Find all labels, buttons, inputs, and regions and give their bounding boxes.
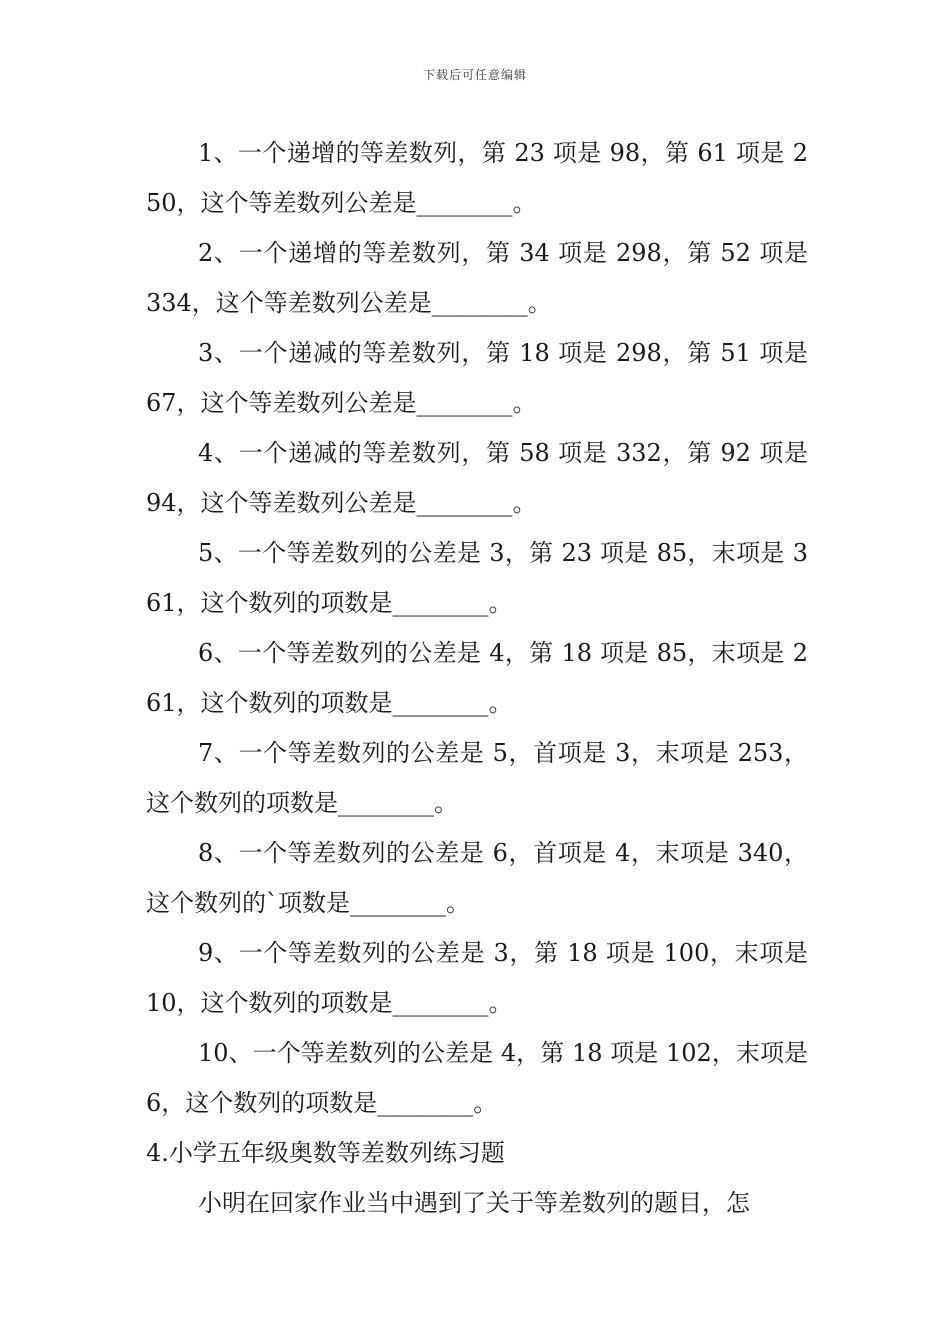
- problem-4: 4、一个递减的等差数列，第 58 项是 332，第 92 项是 94，这个等差数列公差是________。: [146, 439, 808, 517]
- problem-5: 5、一个等差数列的公差是 3，第 23 项是 85，末项是 361，这个数列的项数是________。: [146, 539, 808, 617]
- problem-10: 10、一个等差数列的公差是 4，第 18 项是 102，末项是 6，这个数列的项数是________。: [146, 1039, 808, 1117]
- problem-1: 1、一个递增的等差数列，第 23 项是 98，第 61 项是 250，这个等差数列公差是________。: [146, 139, 808, 217]
- problem-2: 2、一个递增的等差数列，第 34 项是 298，第 52 项是 334，这个等差数列公差是________。: [146, 239, 808, 317]
- problem-7: 7、一个等差数列的公差是 5，首项是 3，末项是 253，这个数列的项数是________。: [146, 739, 808, 817]
- section-intro: 小明在回家作业当中遇到了关于等差数列的题目，怎: [198, 1189, 750, 1217]
- section-title: 4.小学五年级奥数等差数列练习题: [146, 1139, 505, 1167]
- document-body: [146, 128, 808, 1228]
- problem-9: 9、一个等差数列的公差是 3，第 18 项是 100，末项是 10，这个数列的项数是________。: [146, 939, 808, 1017]
- problem-3: 3、一个递减的等差数列，第 18 项是 298，第 51 项是 67，这个等差数列公差是________。: [146, 339, 808, 417]
- page-header: 下载后可任意编辑: [422, 68, 527, 82]
- problem-8: 8、一个等差数列的公差是 6，首项是 4，末项是 340，这个数列的`项数是________。: [146, 839, 808, 917]
- problem-6: 6、一个等差数列的公差是 4，第 18 项是 85，末项是 261，这个数列的项数是________。: [146, 639, 808, 717]
